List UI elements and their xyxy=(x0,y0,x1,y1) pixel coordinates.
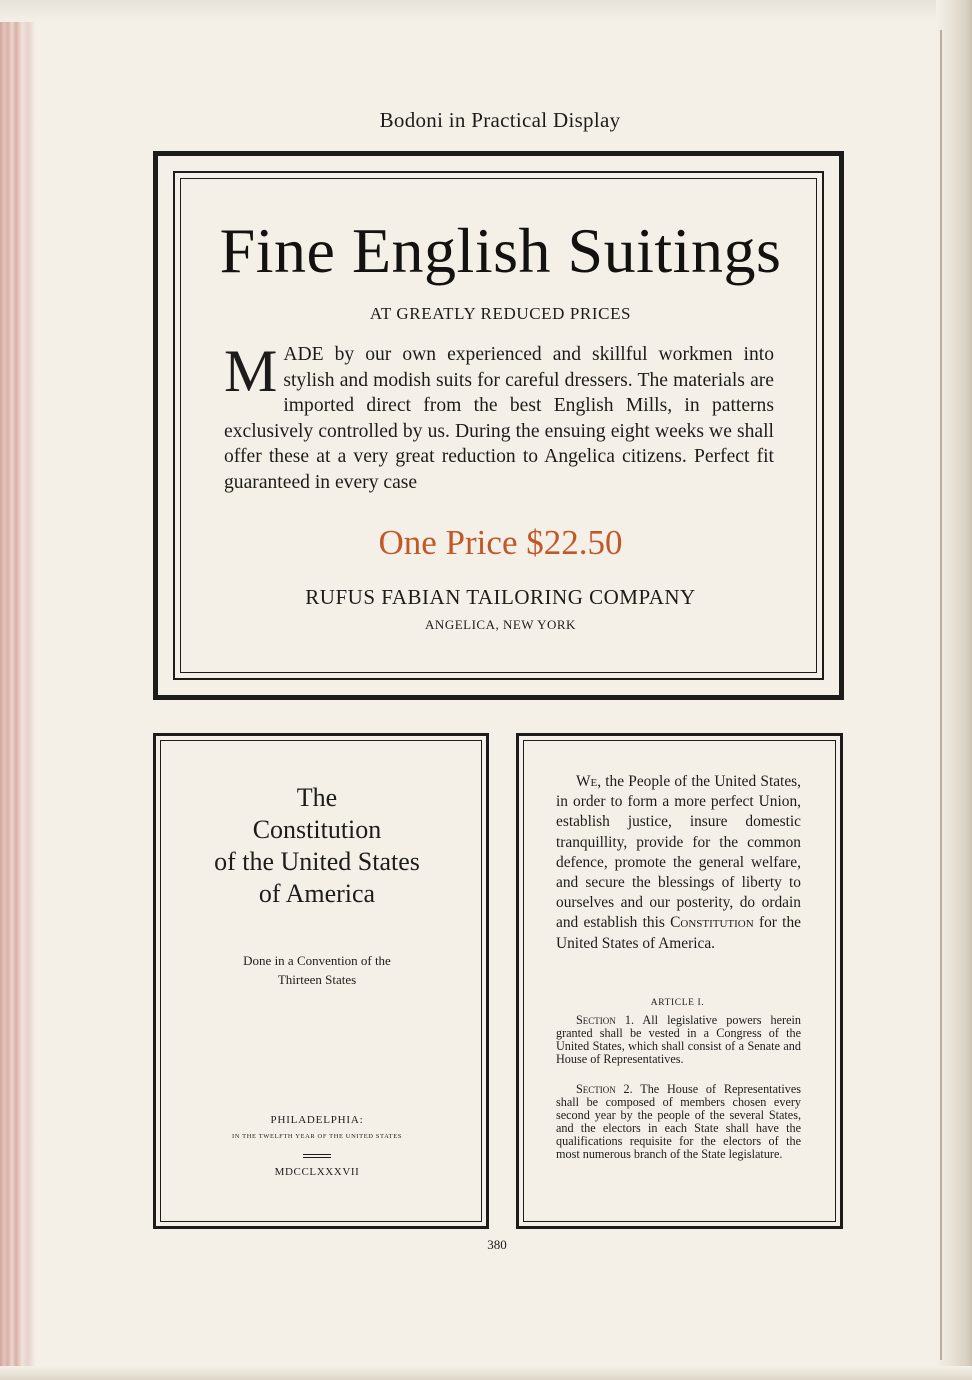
section-label: Section xyxy=(576,1082,616,1096)
title-line: of America xyxy=(258,879,376,908)
preamble-we: We xyxy=(576,773,598,790)
page-fold-line xyxy=(940,30,942,1360)
page-top-edge xyxy=(0,0,972,22)
ad-drop-cap: M xyxy=(224,338,278,404)
section-label: Section xyxy=(576,1013,616,1027)
ad-body-text: ADE by our own experienced and skillful workmen into stylish and modish suits for careful dressers. The materials are imported direct from the best English Mills, in patterns exclusively controlled by us. During the ensuing eight weeks we shall offer these at a very great reduction to Angelica citizens. Perfect fit guaranteed in every case xyxy=(224,344,774,493)
constitution-word: Constitution xyxy=(670,914,754,932)
subtitle-line: Thirteen States xyxy=(277,972,357,987)
preamble-part: for the United States of America. xyxy=(556,914,801,952)
constitution-title xyxy=(156,782,478,910)
imprint-place: PHILADELPHIA: xyxy=(270,1114,364,1126)
title-line: of the United States xyxy=(214,847,420,876)
title-line: Constitution xyxy=(252,815,382,844)
imprint-year-line: IN THE TWELFTH YEAR OF THE UNITED STATES xyxy=(231,1133,403,1140)
article-heading: ARTICLE I. xyxy=(650,998,705,1008)
ad-company-name: RUFUS FABIAN TAILORING COMPANY xyxy=(305,585,696,609)
page-bottom-edge xyxy=(0,1366,972,1380)
ad-price: One Price $22.50 xyxy=(378,523,623,562)
section-text: 2. The House of Representatives shall be composed of members chosen every second year by the people of the several States, and the electors in each State shall have the qualifications requisite for the electors of the most numerous branch of the State legislature. xyxy=(556,1082,801,1161)
preamble-part: , the People of the United States, in order to form a more perfect Union, establish justice, insure domestic tranquillity, provide for the common defence, promote the general welfare, and secure the blessings of liberty to ourselves and our posterity, do ordain and establish this xyxy=(556,773,801,932)
subtitle-line: Done in a Convention of the xyxy=(243,953,391,968)
running-head: Bodoni in Practical Display xyxy=(379,108,621,132)
constitution-preamble-page xyxy=(516,733,843,1229)
book-spine-edge xyxy=(0,22,36,1367)
title-line: The xyxy=(296,783,338,812)
ad-headline: Fine English Suitings xyxy=(219,215,782,286)
ad-body-copy xyxy=(224,338,774,495)
ad-subhead: AT GREATLY REDUCED PRICES xyxy=(369,304,632,323)
preamble-text xyxy=(556,772,801,954)
suitings-advertisement xyxy=(153,151,844,700)
constitution-subtitle xyxy=(156,951,478,989)
constitution-title-page xyxy=(153,733,489,1229)
ad-city: ANGELICA, NEW YORK xyxy=(425,617,576,632)
section-2 xyxy=(556,1083,801,1160)
double-rule-divider xyxy=(303,1154,331,1158)
section-1 xyxy=(556,1014,801,1066)
section-text: 1. All legislative powers herein granted shall be vested in a Congress of the United States, which shall consist of a Senate and House of Representatives. xyxy=(556,1013,801,1066)
imprint-date: MDCCLXXXVII xyxy=(274,1166,360,1178)
page-number: 380 xyxy=(487,1237,507,1252)
